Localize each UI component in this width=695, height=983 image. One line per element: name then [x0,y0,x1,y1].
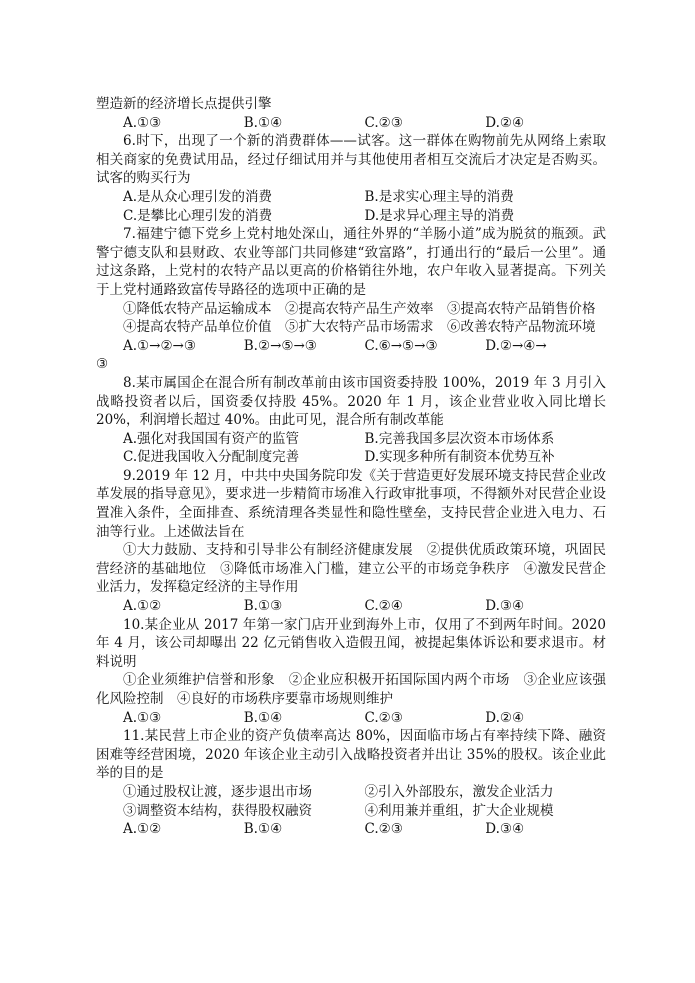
question-11-items-row-2 [96,802,606,821]
option-a: A.①② [123,821,162,838]
option-c: C.是攀比心理引发的消费 [123,207,273,224]
question-7-items-2: ④提高农特产品单位价值 ⑤扩大农特产品市场需求 ⑥改善农特产品物流环境 [123,319,596,336]
option-b: B.①④ [243,709,283,726]
item-4: ④利用兼并重组，扩大企业规模 [364,802,554,819]
option-a: A.强化对我国国有资产的监管 [123,430,300,447]
option-c: C.②③ [364,114,403,131]
question-11-stem: 11.某民营上市企业的资产负债率高达 80%，因面临市场占有率持续下降、融资困难等经营困境，2020 年该企业主动引入战略投资者并出让 35%的股权。该企业此举的目的是 [96,728,606,782]
question-7-items-1: ①降低农特产品运输成本 ②提高农特产品生产效率 ③提高农特产品销售价格 [123,300,596,317]
option-a: A.①→②→③ [123,337,196,354]
option-c: C.②③ [364,821,403,838]
option-b: B.②→⑤→③ [243,337,317,354]
option-c: C.②③ [364,709,403,726]
question-7-option-tail: ③ [96,356,109,373]
option-d: D.实现多种所有制资本优势互补 [364,449,555,466]
question-6-options-row-1 [96,188,606,207]
option-d: D.②④ [485,114,525,131]
option-b: B.完善我国多层次资本市场体系 [364,430,555,447]
option-d: D.②④ [485,709,525,726]
option-b: B.①③ [243,598,283,615]
item-1: ①通过股权让渡，逐步退出市场 [123,783,312,800]
question-10-stem: 10.某企业从 2017 年第一家门店开业到海外上市，仅用了不到两年时间。2020 年 4 月，该公司却曝出 22 亿元销售收入造假丑闻，被提起集体诉讼和要求退市。材料说明 [96,616,606,670]
question-10-items: ①企业须维护信誉和形象 ②企业应积极开拓国际国内两个市场 ③企业应该强化风险控制 ④良好的市场秩序要靠市场规则维护 [96,672,606,707]
option-c: C.促进我国收入分配制度完善 [123,449,300,466]
lead-options [96,114,606,133]
question-6-stem: 6.时下，出现了一个新的消费群体——试客。这一群体在购物前先从网络上索取相关商家的免费试用品，经过仔细试用并与其他使用者相互交流后才决定是否购买。试客的购买行为 [96,133,606,187]
question-11-items-row-1 [96,783,606,802]
lead-line: 塑造新的经济增长点提供引擎 [96,96,272,112]
question-6-options-row-2 [96,207,606,226]
item-3: ③调整资本结构，获得股权融资 [123,802,312,819]
question-11-options [96,820,606,839]
option-a: A.是从众心理引发的消费 [123,188,273,205]
option-c: C.⑥→⑤→③ [364,337,438,354]
option-a: A.①② [123,598,162,615]
exam-page [96,95,606,839]
option-a: A.①③ [123,709,162,726]
question-8-options-row-1 [96,430,606,449]
option-d: D.是求异心理主导的消费 [364,207,515,224]
question-7-stem: 7.福建宁德下党乡上党村地处深山，通往外界的“羊肠小道”成为脱贫的瓶颈。武警宁德支队和县财政、农业等部门共同修建“致富路”，打通出行的“最后一公里”。通过这条路，上党村的农特产品以更高的价格销往外地，农户年收入显著提高。下列关于上党村通路致富传导路径的选项中正确的是 [96,226,606,298]
option-d: D.③④ [485,598,525,615]
question-8-options-row-2 [96,448,606,467]
question-7-options [96,337,606,356]
option-d: D.③④ [485,821,525,838]
question-8-stem: 8.某市属国企在混合所有制改革前由该市国资委持股 100%，2019 年 3 月引入战略投资者以后，国资委仅持股 45%。2020 年 1 月，该企业营业收入同比增长 20%，利润增长超过 40%。由此可见，混合所有制改革能 [96,374,606,429]
question-9-items: ①大力鼓励、支持和引导非公有制经济健康发展 ②提供优质政策环境，巩固民营经济的基础地位 ③降低市场准入门槛，建立公平的市场竞争秩序 ④激发民营企业活力，发挥稳定经济的主导作用 [96,542,606,596]
item-2: ②引入外部股东，激发企业活力 [364,783,554,800]
option-b: B.①④ [243,114,283,131]
option-b: B.①④ [243,821,283,838]
question-9-options [96,597,606,616]
question-9-stem: 9.2019 年 12 月，中共中央国务院印发《关于营造更好发展环境支持民营企业改革发展的指导意见》，要求进一步精简市场准入行政审批事项，不得额外对民营企业设置准入条件，全面排查、系统清理各类显性和隐性壁垒，支持民营企业进入电力、石油等行业。上述做法旨在 [96,467,606,540]
option-c: C.②④ [364,598,403,615]
option-b: B.是求实心理主导的消费 [364,188,514,205]
question-10-options [96,709,606,728]
option-d: D.②→④→ [485,337,547,354]
option-a: A.①③ [123,114,162,131]
